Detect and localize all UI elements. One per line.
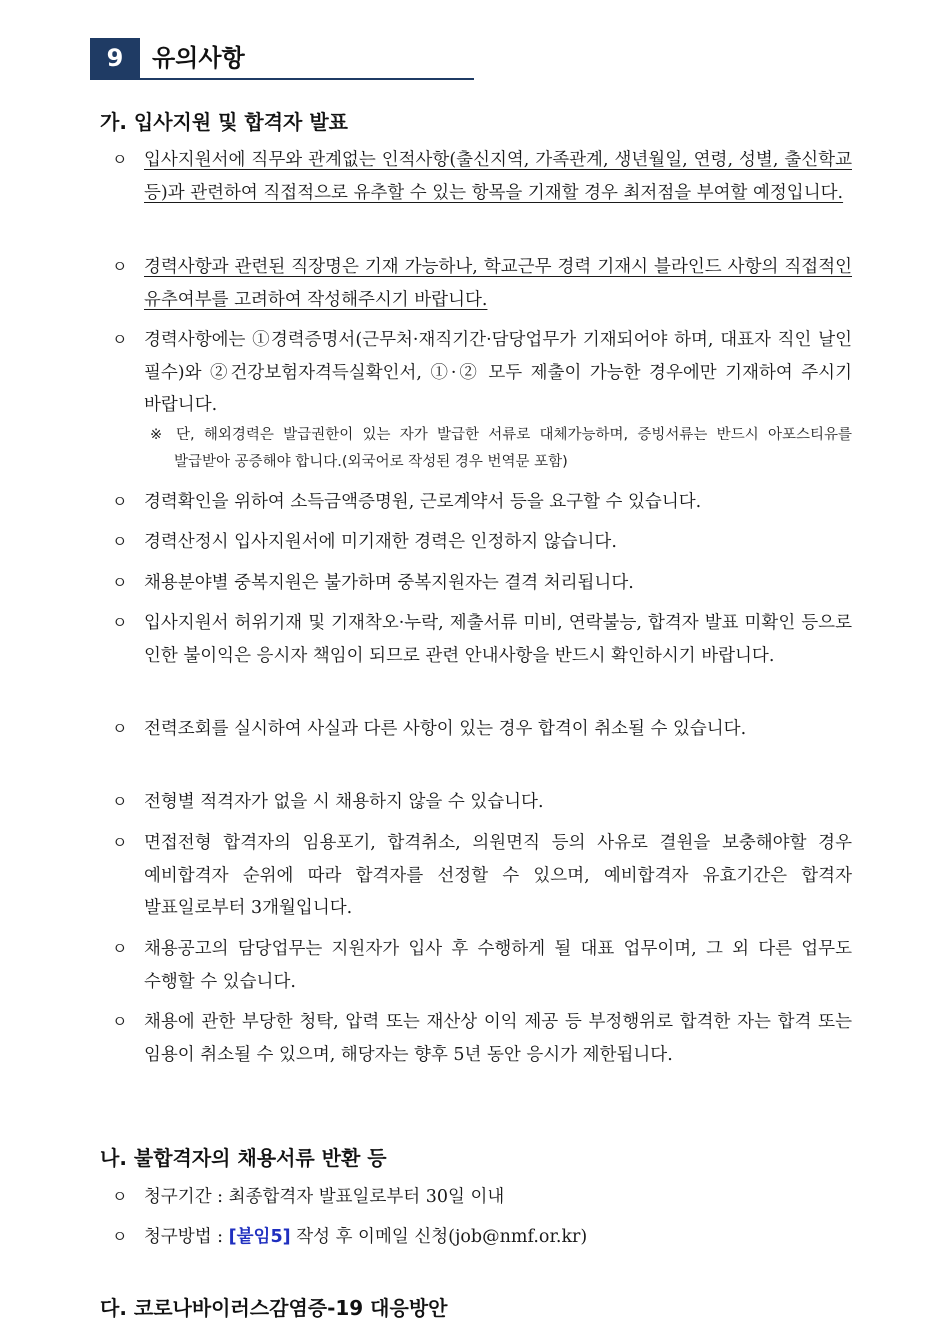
list-item	[112, 1221, 852, 1254]
item-text: 전력조회를 실시하여 사실과 다른 사항이 있는 경우 합격이 취소될 수 있습니다.	[144, 719, 747, 739]
bullet-icon: ㅇ	[112, 613, 128, 632]
bullet-icon: ㅇ	[112, 573, 128, 592]
item-text: 전형별 적격자가 없을 시 채용하지 않을 수 있습니다.	[144, 792, 544, 812]
bullet-icon: ㅇ	[112, 719, 128, 738]
bullet-icon: ㅇ	[112, 532, 128, 551]
item-text: 채용공고의 담당업무는 지원자가 입사 후 수행하게 될 대표 업무이며, 그 외 다른 업무도 수행할 수 있습니다.	[144, 939, 852, 992]
list-item	[112, 251, 852, 316]
item-text: 입사지원서에 직무와 관계없는 인적사항(출신지역, 가족관계, 생년월일, 연령, 성별, 출신학교 등)과 관련하여 직접적으로 유추할 수 있는 항목을 기재할 경우 최저점을 부여할 예정입니다.	[144, 150, 852, 203]
item-text: 청구기간 : 최종합격자 발표일로부터 30일 이내	[144, 1187, 505, 1207]
item-text: 입사지원서 허위기재 및 기재착오·누락, 제출서류 미비, 연락불능, 합격자 발표 미확인 등으로 인한 불이익은 응시자 책임이 되므로 관련 안내사항을 반드시 확인하시기 바랍니다.	[144, 613, 852, 666]
list-item	[112, 1181, 852, 1214]
section-header	[90, 38, 474, 80]
item-text	[144, 1221, 852, 1254]
item-note: ※ 단, 해외경력은 발급권한이 있는 자가 발급한 서류로 대체가능하며, 증빙서류는 반드시 아포스티유를 발급받아 공증해야 합니다.(외국어로 작성된 경우 번역문 포함)	[150, 426, 852, 470]
section-underline	[90, 78, 474, 80]
list-item	[112, 786, 852, 819]
list-item	[112, 1006, 852, 1071]
item-text: 경력사항과 관련된 직장명은 기재 가능하나, 학교근무 경력 기재시 블라인드 사항의 직접적인 유추여부를 고려하여 작성해주시기 바랍니다.	[144, 257, 852, 310]
claim-method-suffix: 작성 후 이메일 신청(job@nmf.or.kr)	[290, 1227, 588, 1247]
list-item	[112, 713, 852, 746]
item-text: 채용에 관한 부당한 청탁, 압력 또는 재산상 이익 제공 등 부정행위로 합격한 자는 합격 또는 임용이 취소될 수 있으며, 해당자는 향후 5년 동안 응시가 제한됩니다.	[144, 1012, 852, 1065]
list-item	[112, 933, 852, 998]
bullet-icon: ㅇ	[112, 939, 128, 958]
claim-method-prefix: 청구방법 :	[144, 1227, 229, 1247]
item-text: 채용분야별 중복지원은 불가하며 중복지원자는 결격 처리됩니다.	[144, 573, 634, 593]
bullet-icon: ㅇ	[112, 1012, 128, 1031]
list-item	[112, 324, 852, 476]
subheading-b: 나. 불합격자의 채용서류 반환 등	[100, 1146, 387, 1170]
bullet-icon: ㅇ	[112, 792, 128, 811]
bullet-icon: ㅇ	[112, 330, 128, 349]
list-item	[112, 144, 852, 209]
bullet-icon: ㅇ	[112, 257, 128, 276]
subheading-a: 가. 입사지원 및 합격자 발표	[100, 110, 348, 134]
bullet-icon: ㅇ	[112, 150, 128, 169]
item-text: 면접전형 합격자의 임용포기, 합격취소, 의원면직 등의 사유로 결원을 보충해야할 경우 예비합격자 순위에 따라 합격자를 선정할 수 있으며, 예비합격자 유효기간은 합격자 발표일로부터 3개월입니다.	[144, 833, 852, 918]
list-item	[112, 486, 852, 519]
bullet-icon: ㅇ	[112, 1227, 128, 1246]
item-text: 경력확인을 위하여 소득금액증명원, 근로계약서 등을 요구할 수 있습니다.	[144, 492, 702, 512]
list-item	[112, 827, 852, 925]
attachment-ref: [붙임5]	[228, 1227, 291, 1247]
bullet-icon: ㅇ	[112, 833, 128, 852]
section-number-badge: 9	[90, 38, 140, 78]
list-item	[112, 526, 852, 559]
bullet-icon: ㅇ	[112, 492, 128, 511]
section-title: 유의사항	[152, 44, 245, 72]
list-item	[112, 567, 852, 600]
bullet-icon: ㅇ	[112, 1187, 128, 1206]
subheading-c: 다. 코로나바이러스감염증-19 대응방안	[100, 1296, 448, 1320]
item-text: 경력산정시 입사지원서에 미기재한 경력은 인정하지 않습니다.	[144, 532, 617, 552]
list-item	[112, 607, 852, 672]
item-text: 경력사항에는 ①경력증명서(근무처·재직기간·담당업무가 기재되어야 하며, 대표자 직인 날인 필수)와 ②건강보험자격득실확인서, ①·② 모두 제출이 가능한 경우에만 기재하여 주시기 바랍니다.	[144, 330, 852, 415]
